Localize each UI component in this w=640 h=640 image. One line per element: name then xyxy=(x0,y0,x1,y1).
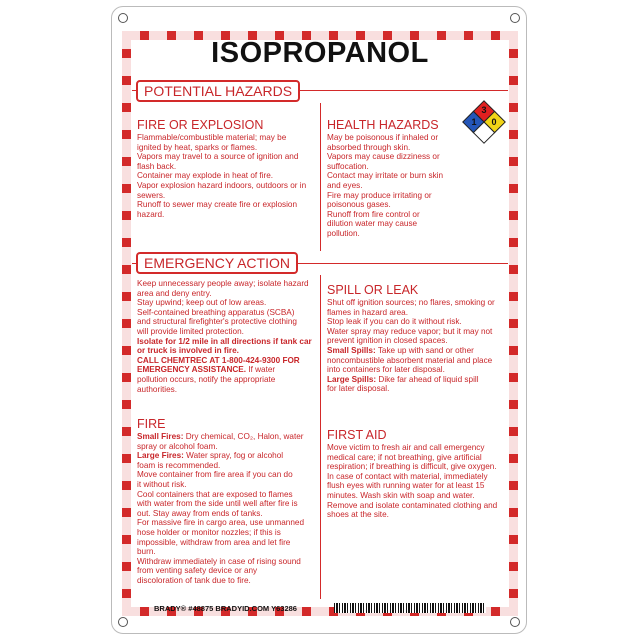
nfpa-flammability: 3 xyxy=(481,105,487,115)
text-line: Water spray may reduce vapor; but it may not xyxy=(327,326,493,336)
inline-text: Water spray, fog or alcohol xyxy=(183,451,284,461)
text-line: May be poisonous if inhaled or xyxy=(327,133,439,142)
text-line: hose holder or monitor nozzles; if this is xyxy=(137,527,281,537)
text-line: or truck is involved in fire. xyxy=(137,346,239,356)
heading-health-hazards: HEALTH HAZARDS xyxy=(327,118,439,132)
inline-text: Dike far ahead of liquid spill xyxy=(376,374,479,384)
inline-label: Small Spills: xyxy=(327,345,376,355)
text-line: Remove and isolate contaminated clothing and xyxy=(327,500,498,510)
text-line: will provide limited protection. xyxy=(137,326,244,336)
text-line: Vapors may travel to a source of ignition and xyxy=(137,152,299,162)
barcode xyxy=(334,603,486,613)
text-line: flash back. xyxy=(137,161,177,171)
text-line: pollution occurs, notify the appropriate xyxy=(137,374,276,384)
mounting-hole xyxy=(510,13,520,23)
text-line: it without risk. xyxy=(137,479,187,489)
text-line: CALL CHEMTREC AT 1-800-424-9300 FOR xyxy=(137,355,300,365)
text-line: Runoff to sewer may create fire or explosion xyxy=(137,200,298,210)
text-line: For massive fire in cargo area, use unmanned xyxy=(137,518,305,528)
text-line: Vapors may cause dizziness or xyxy=(327,152,440,162)
text-line: authorities. xyxy=(137,384,178,394)
text-line: sewers. xyxy=(137,190,166,200)
text-line: discoloration of tank due to fire. xyxy=(137,575,251,585)
heading-first-aid: FIRST AID xyxy=(327,428,387,442)
text-line: Stay upwind; keep out of low areas. xyxy=(137,298,267,308)
text-line: and eyes. xyxy=(327,180,363,190)
text-line: dilution water may cause xyxy=(327,219,418,229)
large-fires-line xyxy=(137,451,319,461)
text-line: area and deny entry. xyxy=(137,288,212,298)
text-line: flush eyes with running water for at least 15 xyxy=(327,481,485,491)
text-line: and structural firefighter's protective clothing xyxy=(137,317,297,327)
footer-text: #48875 BRADYID.COM Y63286 xyxy=(188,604,297,613)
text-line: EMERGENCY ASSISTANCE. If water xyxy=(137,365,276,375)
text-line: medical care; if not breathing, give artificial xyxy=(327,452,482,462)
text-line: Self-contained breathing apparatus (SCBA) xyxy=(137,307,295,317)
text-line: out. Stay away from ends of tanks. xyxy=(137,508,263,518)
heading-spill-leak: SPILL OR LEAK xyxy=(327,283,419,297)
column-divider xyxy=(320,275,321,599)
text-line: In case of contact with material, immediately xyxy=(327,471,488,481)
text-line: minutes. Wash skin with soap and water. xyxy=(327,490,475,500)
text-line: from venting safety device or any xyxy=(137,566,258,576)
text-line: Container may explode in heat of fire. xyxy=(137,171,274,181)
emergency-action-text xyxy=(137,279,319,394)
spill-leak-text xyxy=(327,298,512,394)
section-emergency-action: EMERGENCY ACTION xyxy=(136,252,298,274)
inline-text: Take up with sand or other xyxy=(375,345,474,355)
text-line: Keep unnecessary people away; isolate hazard xyxy=(137,279,309,288)
inline-label: Large Spills: xyxy=(327,374,377,384)
inline-text: If water xyxy=(246,365,276,375)
text-line: shoes at the site. xyxy=(327,510,389,520)
text-line: impossible, withdraw from area and let fire xyxy=(137,537,291,547)
inline-label: Small Fires: xyxy=(137,432,184,441)
text-line: absorbed through skin. xyxy=(327,142,411,152)
text-line: noncombustible absorbent material and place xyxy=(327,355,493,365)
text-line: Stop leak if you can do it without risk. xyxy=(327,317,462,327)
brady-logo: BRADY® xyxy=(154,604,187,613)
text-line: Contact may irritate or burn skin xyxy=(327,171,444,181)
text-line: ignited by heat, sparks or flames. xyxy=(137,142,258,152)
heading-fire-explosion: FIRE OR EXPLOSION xyxy=(137,118,264,132)
text-line: spray or alcohol foam. xyxy=(137,441,218,451)
text-line: Move container from fire area if you can do xyxy=(137,470,293,480)
text-line: Fire may produce irritating or xyxy=(327,190,432,200)
health-hazards-text xyxy=(327,133,457,239)
text-line: with water from the side until well after fire is xyxy=(137,499,298,509)
text-line: hazard. xyxy=(137,209,165,219)
text-line: respiration; if breathing is difficult, give oxygen. xyxy=(327,462,497,472)
text-line: into containers for later disposal. xyxy=(327,365,445,375)
small-spills-line xyxy=(327,346,512,356)
nfpa-diamond-icon xyxy=(462,100,506,144)
fire-explosion-text xyxy=(137,133,317,219)
text-line: poisonous gases. xyxy=(327,200,391,210)
text-line: burn. xyxy=(137,547,156,557)
text-line: Cool containers that are exposed to flames xyxy=(137,489,293,499)
mounting-hole xyxy=(118,617,128,627)
text-line: Move victim to fresh air and call emergency xyxy=(327,443,485,452)
safety-sign xyxy=(111,6,527,634)
mounting-hole xyxy=(510,617,520,627)
text-line: Shut off ignition sources; no flares, smoking or xyxy=(327,298,495,307)
fire-text xyxy=(137,432,319,586)
text-line: Runoff from fire control or xyxy=(327,209,420,219)
footer-label xyxy=(154,604,297,613)
text-line: Flammable/combustible material; may be xyxy=(137,133,287,142)
text-line: prevent ignition in closed spaces. xyxy=(327,336,448,346)
nfpa-instability: 0 xyxy=(491,117,497,127)
section-potential-hazards: POTENTIAL HAZARDS xyxy=(136,80,300,102)
heading-fire: FIRE xyxy=(137,417,166,431)
first-aid-text xyxy=(327,443,512,520)
inline-label: Large Fires: xyxy=(137,451,184,461)
text-line: pollution. xyxy=(327,228,360,238)
text-line: Vapor explosion hazard indoors, outdoors or in xyxy=(137,180,307,190)
large-spills-line xyxy=(327,375,512,385)
text-line: Withdraw immediately in case of rising sound xyxy=(137,556,301,566)
small-fires-line xyxy=(137,432,319,442)
text-line: foam is recommended. xyxy=(137,460,221,470)
column-divider xyxy=(320,103,321,251)
inline-text: Dry chemical, CO₂, Halon, water xyxy=(183,432,304,441)
text-line: flames in hazard area. xyxy=(327,307,409,317)
mounting-hole xyxy=(118,13,128,23)
text-line: suffocation. xyxy=(327,161,369,171)
text-line: Isolate for 1/2 mile in all directions if tank car xyxy=(137,336,312,346)
nfpa-health: 1 xyxy=(471,117,477,127)
sign-title: ISOPROPANOL xyxy=(211,37,429,69)
text-line: for later disposal. xyxy=(327,384,390,394)
